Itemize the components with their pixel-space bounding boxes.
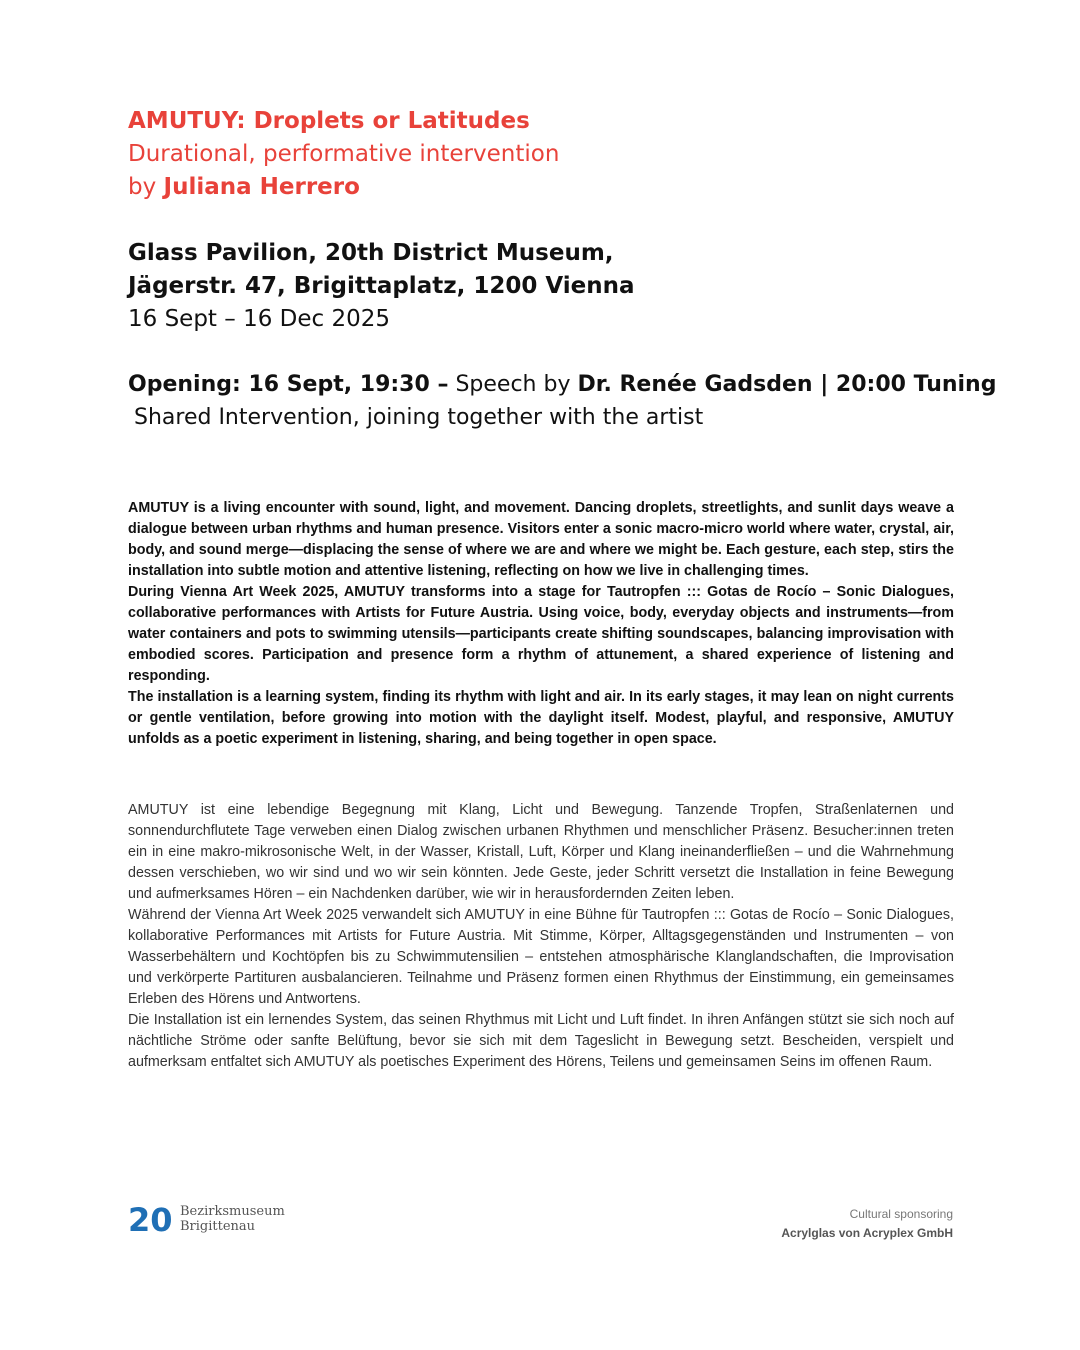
english-paragraph-3: The installation is a learning system, finding its rhythm with light and air. In its early stages, it may lean on night currents or gentle ventilation, before growing into motion with the daylight itself. Modest, playful, and responsive, AMUTUY unfolds as a poetic experiment in listening, sharing, and being together in open space.	[128, 689, 954, 747]
english-description	[128, 498, 954, 750]
sponsor-label: Cultural sponsoring	[849, 1207, 953, 1221]
venue-dates: 16 Sept – 16 Dec 2025	[128, 306, 390, 332]
sponsor-block	[781, 1205, 953, 1243]
german-paragraph-1: AMUTUY ist eine lebendige Begegnung mit Klang, Licht und Bewegung. Tanzende Tropfen, Straßenlaternen und sonnendurchflutete Tage verweben einen Dialog zwischen urbanen Rhythmen und menschlicher Präsenz. Besucher:innen treten ein in eine makro-mikrosonische Welt, in der Wasser, Kristall, Luft, Körper und Klang ineinanderfließen – und die Wahrnehmung dessen verschieben, wo wir sind und wo wir sein könnten. Jede Geste, jeder Schritt versetzt die Installation in feine Bewegung und aufmerksames Hören – ein Nachdenken darüber, wie wir in herausfordernden Zeiten leben.	[128, 802, 954, 902]
opening-line-1	[128, 368, 997, 401]
logo-text	[180, 1204, 285, 1234]
museum-logo	[128, 1202, 285, 1236]
opening-line-2: Shared Intervention, joining together with the artist	[134, 405, 704, 430]
event-title: AMUTUY: Droplets or Latitudes	[128, 108, 530, 134]
venue-line-1: Glass Pavilion, 20th District Museum,	[128, 240, 614, 266]
logo-line-2: Brigittenau	[180, 1219, 256, 1234]
english-paragraph-1: AMUTUY is a living encounter with sound, light, and movement. Dancing droplets, streetlights, and sunlit days weave a dialogue between urban rhythms and human presence. Visitors enter a sonic macro-micro world where water, crystal, air, body, and sound merge—displacing the sense of where we are and where we might be. Each gesture, each step, stirs the installation into subtle motion and attentive listening, reflecting on how we live in challenging times.	[128, 500, 954, 579]
event-header	[128, 105, 954, 204]
logo-line-1: Bezirksmuseum	[180, 1204, 285, 1219]
german-paragraph-2: Während der Vienna Art Week 2025 verwandelt sich AMUTUY in eine Bühne für Tautropfen ::: Gotas de Rocío – Sonic Dialogues, kollaborative Performances mit Artists for Future Austria. Mit Stimme, Körper, Alltagsgegenständen und Instrumenten – von Wasserbehältern und Kochtöpfen bis zu Schwimmutensilien – entstehen atmosphärische Klanglandschaften, die Improvisation und verkörperte Partituren ausbalancieren. Teilnahme und Präsenz formen einen Rhythmus der Einstimmung, ein gemeinsames Erleben des Hörens und Antwortens.	[128, 907, 954, 1007]
opening-block	[128, 368, 997, 434]
document-page	[128, 105, 997, 1070]
event-subtitle: Durational, performative intervention	[128, 141, 560, 167]
venue-line-2: Jägerstr. 47, Brigittaplatz, 1200 Vienna	[128, 273, 635, 299]
sponsor-name: Acrylglas von Acryplex GmbH	[781, 1226, 953, 1240]
english-paragraph-2: During Vienna Art Week 2025, AMUTUY transforms into a stage for Tautropfen ::: Gotas de Rocío – Sonic Dialogues, collaborative performances with Artists for Future Austria. Using voice, body, everyday objects and instruments—from water containers and pots to swimming utensils—participants create shifting soundscapes, balancing improvisation with embodied scores. Participation and presence form a rhythm of attunement, a shared experience of listening and responding.	[128, 584, 954, 684]
by-prefix: by	[128, 174, 164, 200]
venue-block	[128, 237, 954, 336]
speech-prefix: Speech by	[448, 372, 578, 397]
logo-number: 20	[128, 1202, 173, 1236]
artist-line	[128, 171, 954, 204]
german-paragraph-3: Die Installation ist ein lernendes System, das seinen Rhythmus mit Licht und Luft findet. In ihren Anfängen stützt sie sich noch auf nächtliche Ströme oder sanfte Belüftung, bevor sie sich mit dem Tageslicht in Bewegung setzt. Bescheiden, verspielt und aufmerksam entfaltet sich AMUTUY als poetisches Experiment des Hörens, Teilens und gemeinsamen Seins im offenen Raum.	[128, 1012, 954, 1070]
speaker-and-tuning: Dr. Renée Gadsden | 20:00 Tuning	[577, 372, 997, 397]
bezirksmuseum-logo-icon	[128, 1202, 176, 1236]
artist-name: Juliana Herrero	[163, 174, 360, 200]
opening-label: Opening: 16 Sept, 19:30 –	[128, 372, 449, 397]
german-description	[128, 800, 954, 1073]
